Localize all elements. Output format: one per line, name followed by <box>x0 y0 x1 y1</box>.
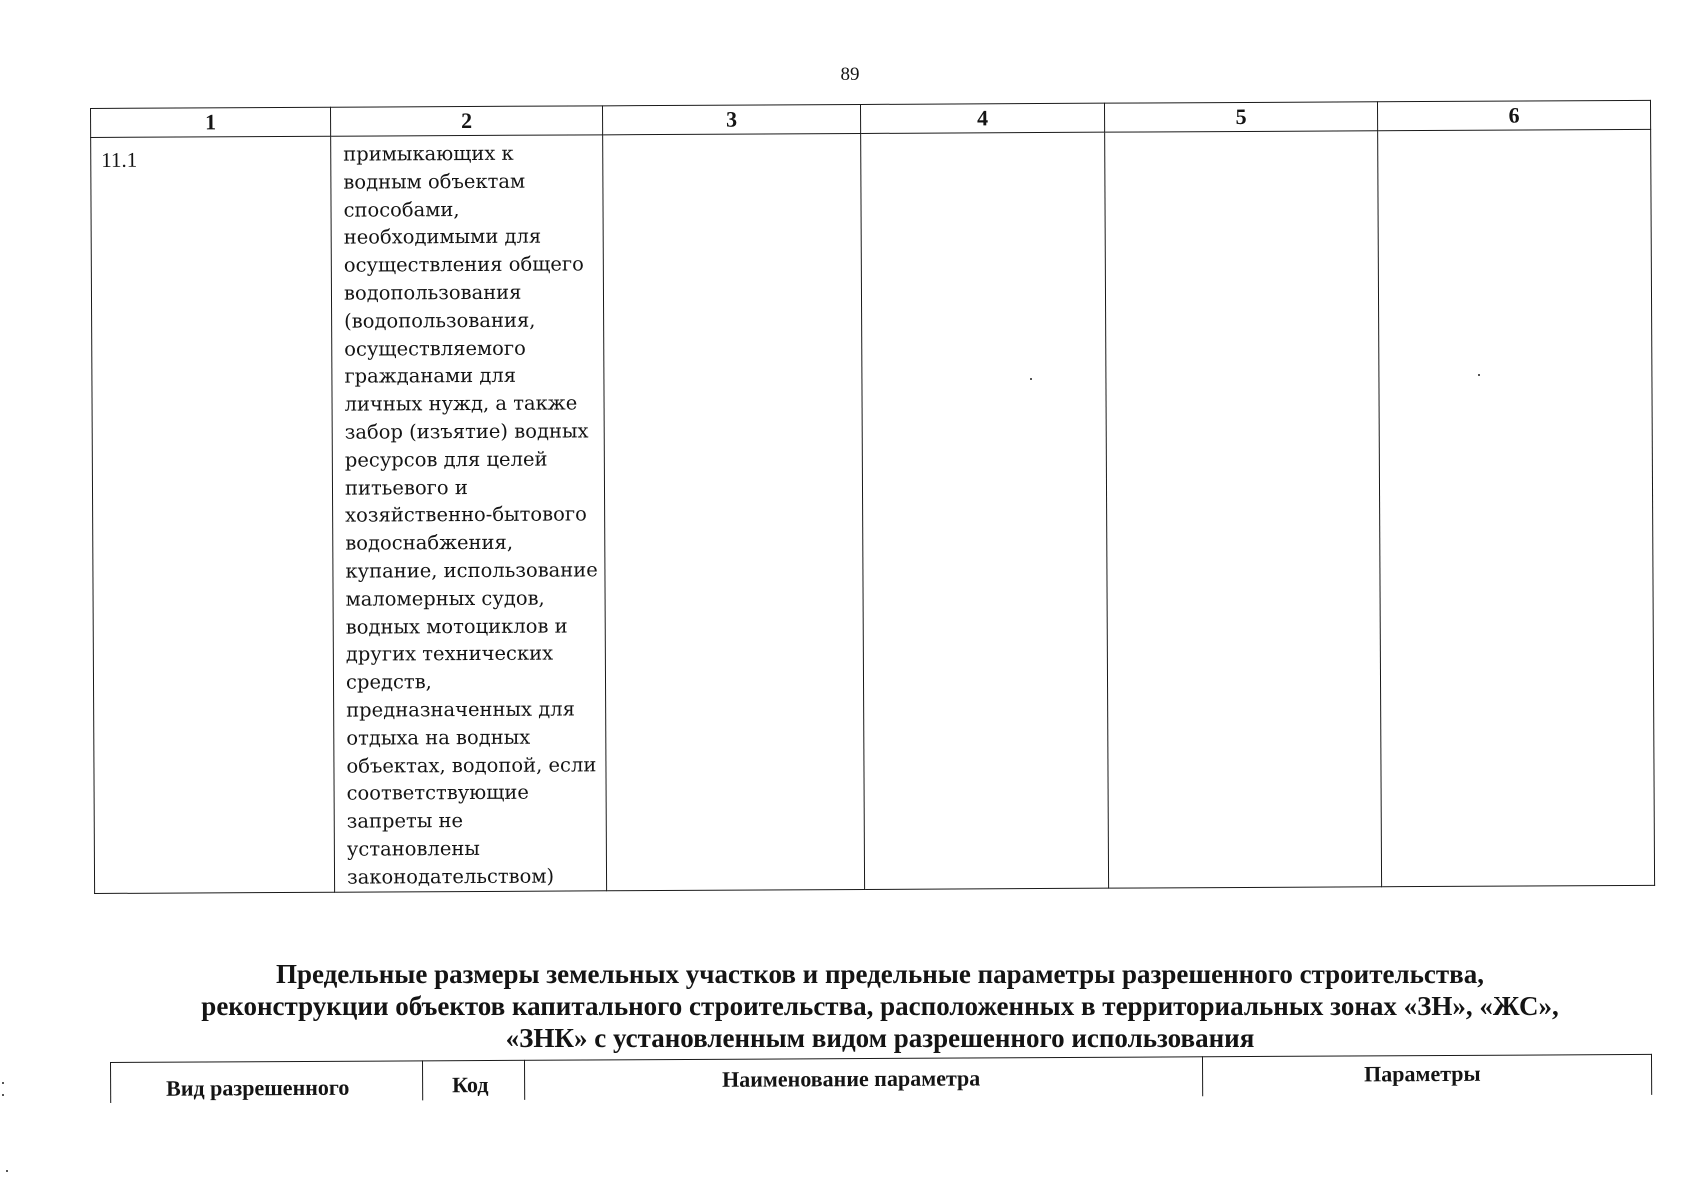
description-line: водоснабжения, <box>345 530 514 555</box>
description-line: ресурсов для целей <box>344 447 548 472</box>
description-line: личных нужд, а также <box>344 391 578 416</box>
row-code: 11.1 <box>91 136 335 893</box>
description-line: водных мотоциклов и <box>345 614 568 639</box>
scan-speck <box>1478 374 1480 376</box>
parameters-table <box>110 1054 1652 1102</box>
description-line: установлены <box>346 836 480 861</box>
description-line: объектах, водопой, если <box>346 752 597 778</box>
page-number: 89 <box>840 64 860 85</box>
table-row <box>91 129 1655 893</box>
column-header-6: 6 <box>1377 100 1650 130</box>
description-line: водным объектам <box>343 169 526 194</box>
column-divider <box>524 1060 525 1100</box>
main-table-wrapper <box>90 100 1654 894</box>
empty-cell-3 <box>603 133 865 890</box>
empty-cell-6 <box>1378 129 1655 886</box>
description-line: осуществления общего <box>343 252 584 277</box>
header-code: Код <box>452 1072 489 1098</box>
column-header-4: 4 <box>860 103 1104 133</box>
description-line: (водопользования, <box>344 308 536 333</box>
description-line: осуществляемого <box>344 336 526 361</box>
description-line: средств, <box>345 670 432 694</box>
description-line: гражданами для <box>344 364 517 389</box>
column-header-2: 2 <box>330 106 602 136</box>
column-header-5: 5 <box>1104 102 1377 132</box>
main-table <box>90 100 1655 894</box>
column-header-3: 3 <box>602 104 860 134</box>
description-line: запреты не <box>346 809 464 833</box>
column-header-1: 1 <box>91 107 331 137</box>
scan-speck <box>2 1094 4 1096</box>
section-title-line-2: реконструкции объектов капитального строительства, расположенных в территориальных зонах «ЗН», «ЖС», <box>201 991 1559 1021</box>
column-divider <box>422 1060 423 1100</box>
section-title <box>120 958 1640 1054</box>
description-line: питьевого и <box>344 475 468 500</box>
description-line: законодательством) <box>346 864 555 889</box>
scan-speck <box>6 1170 8 1172</box>
section-title-line-1: Предельные размеры земельных участков и предельные параметры разрешенного строительства, <box>276 959 1484 989</box>
description-line: отдыха на водных <box>346 725 531 750</box>
column-divider <box>1202 1056 1203 1096</box>
empty-cell-4 <box>861 132 1109 889</box>
description-line: способами, <box>343 197 460 222</box>
header-parameters: Параметры <box>1364 1060 1481 1087</box>
description-line: примыкающих к <box>343 141 514 166</box>
description-line: забор (изъятие) водных <box>344 419 589 444</box>
header-parameter-name: Наименование параметра <box>722 1065 981 1092</box>
description-line: маломерных судов, <box>345 586 545 611</box>
header-permitted-use: Вид разрешенного <box>166 1074 350 1101</box>
description-line: купание, использование <box>345 558 598 583</box>
description-line: водопользования <box>343 280 522 305</box>
description-line: соответствующие <box>346 781 529 805</box>
description-line: предназначенных для <box>346 697 575 722</box>
row-description <box>331 135 607 892</box>
description-line: необходимыми для <box>343 225 542 250</box>
description-line: других технических <box>345 641 554 667</box>
empty-cell-5 <box>1105 131 1382 888</box>
section-title-line-3: «ЗНК» с установленным видом разрешенного использования <box>505 1023 1255 1053</box>
description-line: хозяйственно-бытового <box>345 502 587 528</box>
scan-speck <box>1030 378 1032 380</box>
scan-speck <box>2 1082 4 1084</box>
